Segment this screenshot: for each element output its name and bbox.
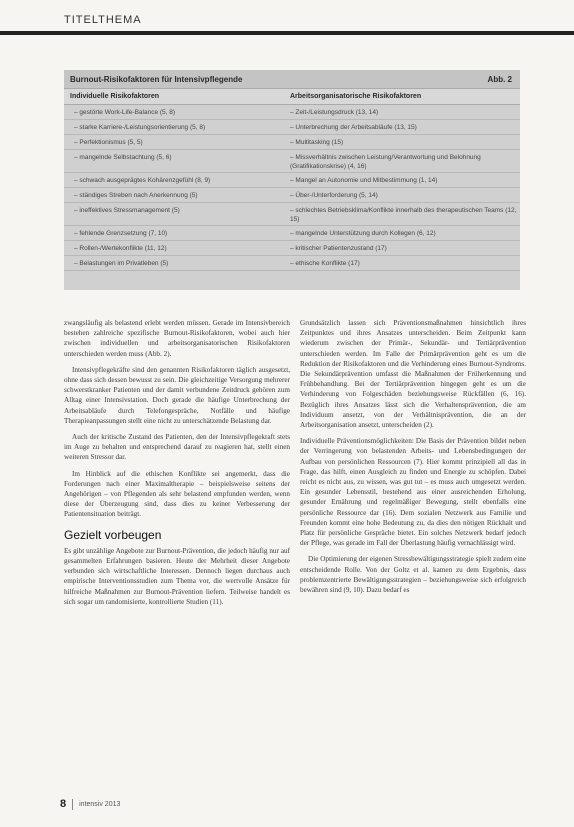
footer-divider xyxy=(72,799,73,810)
table-cell-left: – Belastungen im Privatleben (5) xyxy=(74,260,169,267)
body-paragraph: Die Optimierung der eigenen Stressbewältigungsstrategie spielt zudem eine entscheidende Rolle. Von der Goltz et al. kamen zu dem Ergebnis, dass problemzentrierte Bewältigungsstrategien – beziehungsweise sich erfolgreich bewähren sind (9, 10). Dazu bedarf es xyxy=(300,555,526,595)
table-cell-left: – starke Karriere-/Leistungsorientierung (5, 8) xyxy=(74,124,206,131)
table-cell-left: – ständiges Streben nach Anerkennung (5) xyxy=(74,192,198,199)
table-row xyxy=(64,256,520,271)
table-title-row xyxy=(64,70,520,88)
table-cell-right: – Zeit-/Leistungsdruck (13, 14) xyxy=(290,109,379,116)
body-paragraph: zwangsläufig als belastend erlebt werden müssen. Gerade im Intensivbereich bestehen zahlreiche spezifische Burnout-Risikofaktoren, wobei auch hier zwischen individuellen und arbeitsorganisatorischen Risikofaktoren unterschieden werden muss (Abb. 2). xyxy=(64,319,290,358)
section-label: TITELTHEMA xyxy=(64,14,142,26)
table-header-row xyxy=(64,88,520,105)
table-cell-left: – gestörte Work-Life-Balance (5, 8) xyxy=(74,109,176,116)
table-cell-right: – ethische Konflikte (17) xyxy=(290,260,360,267)
table-row xyxy=(64,241,520,256)
table-row xyxy=(64,226,520,241)
table-cell-right: – schlechtes Betriebsklima/Konflikte innerhalb des therapeutischen Teams (12, 15) xyxy=(290,207,517,223)
risk-factor-table xyxy=(64,70,520,290)
text-column-right xyxy=(300,318,526,601)
header-rule xyxy=(0,31,574,35)
table-row xyxy=(64,188,520,203)
section-heading: Gezielt vorbeugen xyxy=(64,527,162,542)
page-footer xyxy=(60,798,120,810)
body-paragraph: Es gibt unzählige Angebote zur Burnout-Prävention, die jedoch häufig nur auf gesammelten Erfahrungen basieren. Heute der Mehrheit dieser Angebote verbunden sich wirtschaftliche Interessen. Dennoch liegen durchaus auch empirische Interventionsstudien zum Thema vor, die wertvolle Ansätze für hilfreiche Maßnahmen zur Burnout-Prävention liefern. Teilweise handelt es sich sogar um randomisierte, kontrollierte Studien (11). xyxy=(64,546,290,606)
table-cell-right: – Über-/Unterforderung (5, 14) xyxy=(290,192,378,199)
table-cell-right: – Multitasking (15) xyxy=(290,139,344,146)
journal-name: intensiv 2013 xyxy=(79,800,121,808)
table-cell-left: – Perfektionismus (5, 5) xyxy=(74,139,143,146)
body-paragraph: Auch der kritische Zustand des Patienten, den der Intensivpflegekraft stets im Auge zu behalten und entsprechend darauf zu reagieren hat, stellt einen weiteren Stressor dar. xyxy=(64,433,290,462)
column-header-organisational: Arbeitsorganisatorische Risikofaktoren xyxy=(290,93,422,100)
body-paragraph: Im Hinblick auf die ethischen Konflikte sei angemerkt, dass die Forderungen nach einer Maximaltherapie – beispielsweise seitens der Angehörigen – von Pflegenden als sehr belastend empfunden werden, wenn diese der Überzeugung sind, dass dies zu keiner Verbesserung der Patientensituation beiträgt. xyxy=(64,469,290,519)
table-row xyxy=(64,120,520,135)
table-row xyxy=(64,135,520,150)
table-row xyxy=(64,203,520,226)
body-paragraph: Intensivpflegekräfte sind den genannten Risikofaktoren täglich ausgesetzt, ohne dass sich dessen bewusst zu sein. Die gleichzeitige Versorgung mehrerer schwerstkranker Patienten und der damit verbundene Zeitdruck gehören zum Alltag einer Intensivstation. Doch gerade die häufige Unterbrechung der Arbeitsabläufe durch Telefongespräche, Notfälle und häufige Therapieanpassungen stellt eine nicht zu unterschätzende Belastung dar. xyxy=(64,365,290,425)
table-title: Burnout-Risikofaktoren für Intensivpflegende xyxy=(70,74,243,84)
page-number: 8 xyxy=(60,798,67,810)
body-paragraph: Individuelle Präventionsmöglichkeiten: Die Basis der Prävention bildet neben der Verringerung von belastenden Arbeits- und Lebensbedingungen der Aufbau von persönlichen Ressourcen (7). Hier kommt prinzipiell all das in Frage, das hilft, einen Ausgleich zu finden und Energie zu schöpfen. Dabei reicht es nicht aus, zu wissen, was gut tut – es muss auch umgesetzt werden. Ein gesunder Lebensstil, bestehend aus einer ausreichenden Erholung, gesunder Ernährung und regelmäßiger Bewegung, stellt ebenfalls eine persönliche Ressource dar (16). Dem sozialen Netzwerk aus Familie und Freunden kommt eine hohe Bedeutung zu, da dies den nötigen Rückhalt und Platz für persönliche Gespräche bietet. Ein solches Netzwerk bedarf jedoch der Pflege, was gerade im Fall der Überlastung häufig vernachlässigt wird. xyxy=(300,437,526,548)
table-cell-right: – Mangel an Autonomie und Mitbestimmung (1, 14) xyxy=(290,177,438,184)
text-column-left xyxy=(64,318,290,613)
table-cell-left: – fehlende Grenzsetzung (7, 10) xyxy=(74,230,168,237)
table-cell-left: – mangelnde Selbstachtung (5, 6) xyxy=(74,154,172,161)
table-row xyxy=(64,173,520,188)
table-cell-right: – mangelnde Unterstützung durch Kollegen (6, 12) xyxy=(290,230,436,237)
table-cell-right: – Unterbrechung der Arbeitsabläufe (13, 15) xyxy=(290,124,417,131)
table-cell-left: – schwach ausgeprägtes Kohärenzgefühl (8, 9) xyxy=(74,177,211,184)
table-row xyxy=(64,105,520,120)
column-header-individual: Individuelle Risikofaktoren xyxy=(70,93,160,100)
table-cell-right: – kritischer Patientenzustand (17) xyxy=(290,245,387,252)
table-row xyxy=(64,150,520,173)
table-cell-right: – Missverhältnis zwischen Leistung/Verantwortung und Belohnung (Gratifikationskrise) (4, 16) xyxy=(290,154,481,170)
body-paragraph: Grundsätzlich lassen sich Präventionsmaßnahmen hinsichtlich ihres Zeitpunktes und ihres Ansatzes unterscheiden. Beim Zeitpunkt kann wiederum zwischen der Primär-, Sekundär- und Tertiärprävention unterschieden werden. Im Falle der Primärprävention geht es um die Reduktion der Risikofaktoren und die Verhinderung eines Burnout-Syndroms. Die Sekundärprävention umfasst die Maßnahmen der Früherkennung und Frühbehandlung. Bei der Tertiärprävention hingegen geht es um die Verhinderung von Folgeschäden beziehungsweise Rückfällen (6, 16). Bezüglich ihres Ansatzes lässt sich die Verhaltensprävention, die am Individuum ansetzt, von der Verhältnisprävention, die an der Arbeitsorganisation ansetzt, unterscheiden (2). xyxy=(300,319,526,430)
table-cell-left: – Rollen-/Wertekonflikte (11, 12) xyxy=(74,245,167,252)
figure-label: Abb. 2 xyxy=(487,74,512,84)
table-cell-left: – ineffektives Stressmanagement (5) xyxy=(74,207,180,214)
